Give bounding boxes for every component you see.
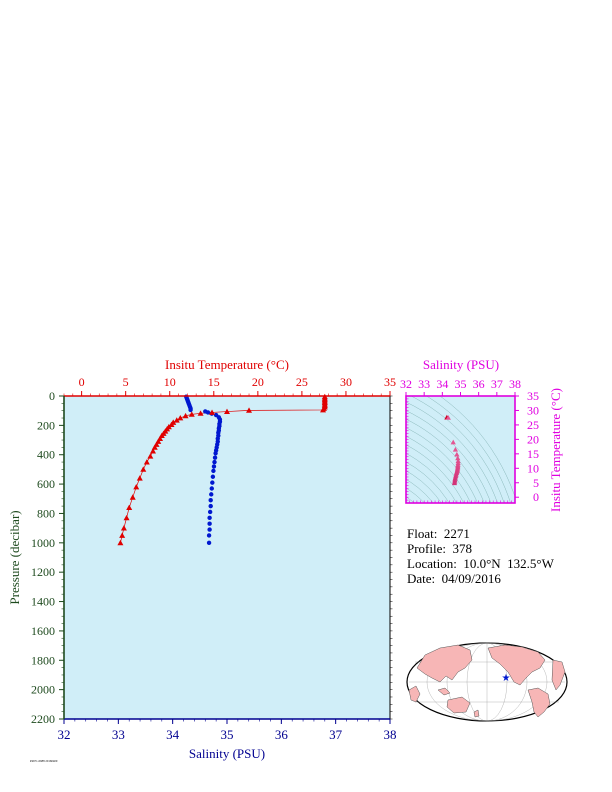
bottom-tick-label: 38 <box>383 727 397 742</box>
bottom-tick-label: 37 <box>329 727 343 742</box>
inset-top-tick-label: 35 <box>454 377 467 391</box>
salinity-point <box>207 533 211 537</box>
float-row <box>407 526 554 541</box>
left-tick-label: 1000 <box>31 535 55 550</box>
top-tick-label: 20 <box>251 375 264 389</box>
left-axis-title: Pressure (decibar) <box>7 510 22 605</box>
date-value: 04/09/2016 <box>441 571 501 586</box>
salinity-point <box>210 486 214 490</box>
inset-top-tick-label: 37 <box>490 377 503 391</box>
inset-top-axis-title: Salinity (PSU) <box>422 357 500 372</box>
location-label: Location: <box>407 556 457 571</box>
top-tick-label: 30 <box>339 375 352 389</box>
top-axis-title: Insitu Temperature (°C) <box>165 357 289 372</box>
inset-plot-area <box>406 396 515 503</box>
salinity-point <box>207 516 211 520</box>
inset-right-tick-label: 25 <box>527 417 539 432</box>
top-tick-label: 10 <box>163 375 176 389</box>
footer-code: P4671-0688 20160409 <box>30 759 58 763</box>
left-tick-label: 600 <box>37 477 55 492</box>
profile-row <box>407 541 554 556</box>
left-tick-label: 200 <box>37 418 55 433</box>
salinity-point <box>209 492 213 496</box>
location-value: 10.0°N 132.5°W <box>463 556 554 571</box>
left-tick-label: 400 <box>37 447 55 462</box>
inset-top-tick-label: 33 <box>418 377 431 391</box>
salinity-point <box>212 464 216 468</box>
profile-label: Profile: <box>407 541 446 556</box>
inset-right-tick-label: 20 <box>527 432 539 447</box>
left-tick-label: 0 <box>49 389 55 403</box>
inset-right-tick-label: 5 <box>533 475 539 490</box>
top-tick-label: 25 <box>295 375 308 389</box>
top-tick-label: 0 <box>78 375 85 389</box>
float-info-panel <box>407 526 554 586</box>
inset-top-tick-label: 32 <box>400 377 412 391</box>
location-row <box>407 556 554 571</box>
inset-right-tick-label: 10 <box>527 461 539 476</box>
top-tick-label: 35 <box>384 375 396 389</box>
salinity-point <box>213 451 217 455</box>
profile-value: 378 <box>452 541 472 556</box>
inset-top-tick-label: 38 <box>509 377 521 391</box>
left-tick-label: 800 <box>37 506 55 521</box>
inset-right-tick-label: 35 <box>527 389 539 403</box>
bottom-tick-label: 32 <box>57 727 71 742</box>
salinity-point <box>213 455 217 459</box>
salinity-point <box>210 480 214 484</box>
salinity-point <box>209 498 213 502</box>
float-location-marker: ★ <box>501 673 511 684</box>
left-tick-label: 1200 <box>31 565 55 580</box>
bottom-tick-label: 36 <box>274 727 288 742</box>
salinity-point <box>209 504 213 508</box>
salinity-point <box>211 469 215 473</box>
top-tick-label: 5 <box>122 375 129 389</box>
left-tick-label: 1600 <box>31 623 55 638</box>
salinity-point <box>212 460 216 464</box>
date-label: Date: <box>407 571 436 586</box>
salinity-point <box>207 541 211 545</box>
inset-top-tick-label: 34 <box>436 377 449 391</box>
inset-right-tick-label: 0 <box>533 490 539 505</box>
inset-right-tick-label: 15 <box>527 446 539 461</box>
left-tick-label: 1800 <box>31 653 55 668</box>
salinity-point <box>208 510 212 514</box>
bottom-axis-title: Salinity (PSU) <box>188 746 266 761</box>
bottom-tick-label: 34 <box>166 727 180 742</box>
main-plot-area <box>64 396 390 719</box>
salinity-point <box>188 408 192 412</box>
salinity-point <box>207 522 211 526</box>
bottom-tick-label: 33 <box>111 727 125 742</box>
float-value: 2271 <box>443 526 470 541</box>
left-tick-label: 2000 <box>31 682 55 697</box>
bottom-tick-label: 35 <box>220 727 234 742</box>
salinity-point <box>211 475 215 479</box>
float-label: Float: <box>407 526 438 541</box>
salinity-point <box>207 527 211 531</box>
left-tick-label: 2200 <box>31 712 55 726</box>
world-map <box>407 643 567 721</box>
inset-top-tick-label: 36 <box>472 377 485 391</box>
top-tick-label: 15 <box>207 375 220 389</box>
inset-right-axis-title: Insitu Temperature (°C) <box>548 388 563 512</box>
inset-right-tick-label: 30 <box>527 403 539 418</box>
date-row <box>407 571 554 586</box>
left-tick-label: 1400 <box>31 594 55 609</box>
